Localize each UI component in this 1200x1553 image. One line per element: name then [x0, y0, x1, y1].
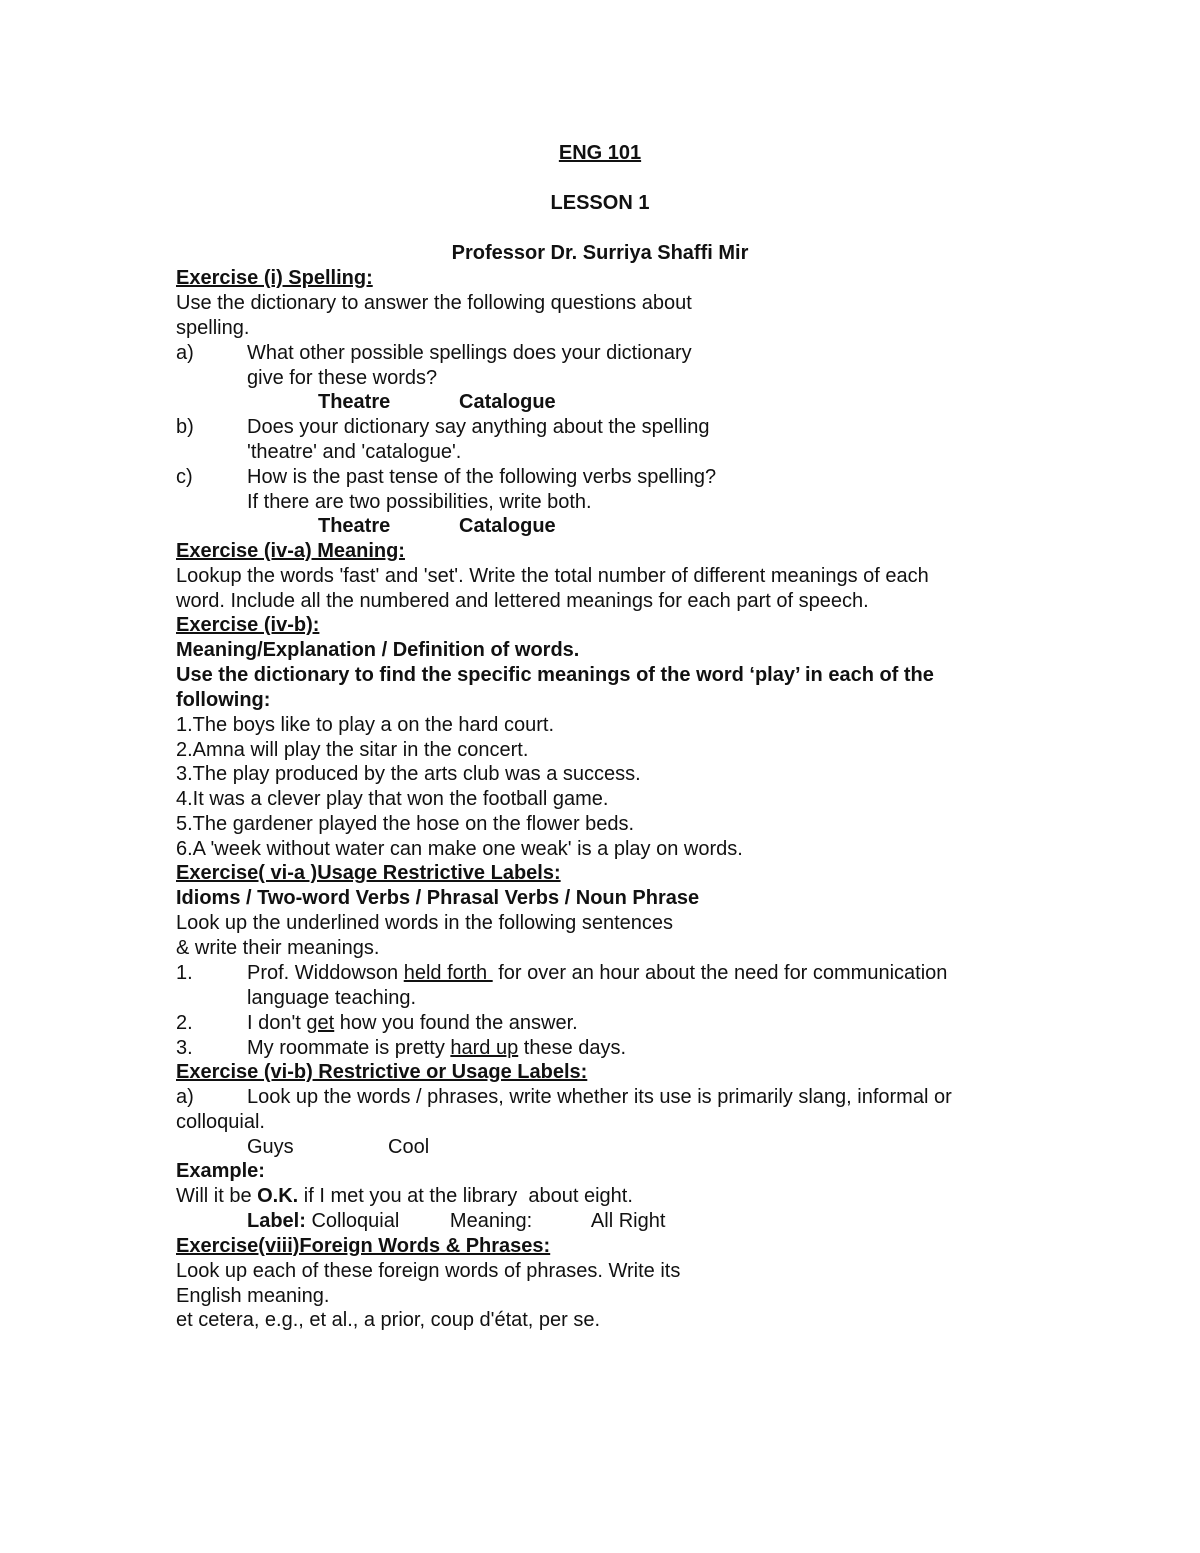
sentence-2-post: how you found the answer.: [334, 1012, 578, 1034]
meaning-key: Meaning:: [449, 1210, 533, 1232]
definition-instruction-line1: Use the dictionary to find the specific meanings of the word ‘play’ in each of the: [176, 664, 934, 686]
question-c-line1: [176, 465, 716, 489]
question-a-marker: a): [176, 342, 194, 364]
question-c-line2: If there are two possibilities, write both.: [247, 491, 592, 513]
meaning-line1: Lookup the words 'fast' and 'set'. Write the total number of different meanings of each: [176, 565, 929, 587]
labels-question-a-line2: colloquial.: [176, 1111, 265, 1133]
labels-word-pair: [176, 1135, 429, 1159]
exercise-meaning-heading: Exercise (iv-a) Meaning:: [176, 540, 405, 562]
question-b-marker: b): [176, 416, 194, 438]
course-title: ENG 101: [558, 142, 642, 164]
sentence-3-underlined: hard up: [450, 1037, 519, 1059]
labels-a-text: Look up the words / phrases, write whether its use is primarily slang, informal or: [247, 1086, 952, 1108]
example-pre: Will it be: [176, 1185, 258, 1207]
word-catalogue: Catalogue: [459, 515, 556, 537]
sentence-2-underlined: get: [306, 1012, 335, 1034]
label-key: Label:: [247, 1210, 306, 1232]
sentence-3-marker: 3.: [176, 1037, 193, 1059]
lesson-title: LESSON 1: [550, 192, 650, 214]
question-c-text: How is the past tense of the following verbs spelling?: [247, 466, 717, 488]
question-a-line1: [176, 341, 692, 365]
meaning-line2: word. Include all the numbered and lettered meanings for each part of speech.: [176, 590, 869, 612]
exercise-usage-heading: Exercise( vi-a )Usage Restrictive Labels:: [176, 862, 561, 884]
question-c-marker: c): [176, 466, 193, 488]
word-pair-c: [176, 514, 556, 538]
spelling-intro-line2: spelling.: [176, 317, 250, 339]
usage-intro-line1: Look up the underlined words in the following sentences: [176, 912, 673, 934]
word-theatre: Theatre: [318, 515, 391, 537]
example-label: Example:: [176, 1160, 265, 1182]
labels-a-marker: a): [176, 1086, 194, 1108]
sentence-2-marker: 2.: [176, 1012, 193, 1034]
example-sentence: [176, 1184, 633, 1208]
question-a-text: What other possible spellings does your dictionary: [247, 342, 692, 364]
foreign-line1: Look up each of these foreign words of phrases. Write its: [176, 1260, 681, 1282]
play-sentence: 3.The play produced by the arts club was a success.: [176, 763, 641, 785]
sentence-1-underlined: held forth: [403, 962, 493, 984]
meaning-value: All Right: [590, 1210, 666, 1232]
example-label-line: [176, 1209, 665, 1233]
play-sentence: 6.A 'week without water can make one weak' is a play on words.: [176, 838, 743, 860]
exercise-foreign-heading: Exercise(viii)Foreign Words & Phrases:: [176, 1235, 551, 1257]
foreign-word-list: et cetera, e.g., et al., a prior, coup d'état, per se.: [176, 1309, 601, 1331]
exercise-labels-heading: Exercise (vi-b) Restrictive or Usage Labels:: [176, 1061, 588, 1083]
word-cool: Cool: [388, 1136, 430, 1158]
sentence-1-pre: Prof. Widdowson: [247, 962, 404, 984]
sentence-3-post: these days.: [518, 1037, 627, 1059]
definition-subheading: Meaning/Explanation / Definition of words.: [176, 639, 580, 661]
example-ok: O.K.: [257, 1185, 299, 1207]
author-line: Professor Dr. Surriya Shaffi Mir: [451, 242, 749, 264]
usage-sentence-1-line2: language teaching.: [247, 987, 417, 1009]
sentence-1-marker: 1.: [176, 962, 193, 984]
question-b-line2: 'theatre' and 'catalogue'.: [247, 441, 462, 463]
play-sentence: 4.It was a clever play that won the football game.: [176, 788, 609, 810]
usage-intro-line2: & write their meanings.: [176, 937, 380, 959]
word-pair-a: [176, 390, 556, 414]
play-sentence: 1.The boys like to play a on the hard court.: [176, 714, 554, 736]
word-guys: Guys: [247, 1136, 294, 1158]
question-b-line1: [176, 415, 710, 439]
sentence-2-pre: I don't: [247, 1012, 307, 1034]
play-sentence: 5.The gardener played the hose on the flower beds.: [176, 813, 635, 835]
sentence-3-pre: My roommate is pretty: [247, 1037, 451, 1059]
usage-sentence-2: [176, 1011, 578, 1035]
exercise-definition-heading: Exercise (iv-b):: [176, 614, 320, 636]
foreign-line2: English meaning.: [176, 1285, 330, 1307]
play-sentence: 2.Amna will play the sitar in the concert.: [176, 739, 529, 761]
usage-sentence-3: [176, 1036, 626, 1060]
usage-subheading: Idioms / Two-word Verbs / Phrasal Verbs / Noun Phrase: [176, 887, 700, 909]
label-value: Colloquial: [305, 1210, 400, 1232]
question-b-text: Does your dictionary say anything about the spelling: [247, 416, 710, 438]
definition-instruction-line2: following:: [176, 689, 271, 711]
usage-sentence-1: [176, 961, 947, 985]
question-a-line2: give for these words?: [247, 367, 438, 389]
word-catalogue: Catalogue: [459, 391, 556, 413]
spelling-intro-line1: Use the dictionary to answer the following questions about: [176, 292, 692, 314]
labels-question-a: [176, 1085, 952, 1109]
word-theatre: Theatre: [318, 391, 391, 413]
sentence-1-post: for over an hour about the need for communication: [492, 962, 948, 984]
exercise-spelling-heading: Exercise (i) Spelling:: [176, 267, 373, 289]
example-post: if I met you at the library about eight.: [298, 1185, 633, 1207]
